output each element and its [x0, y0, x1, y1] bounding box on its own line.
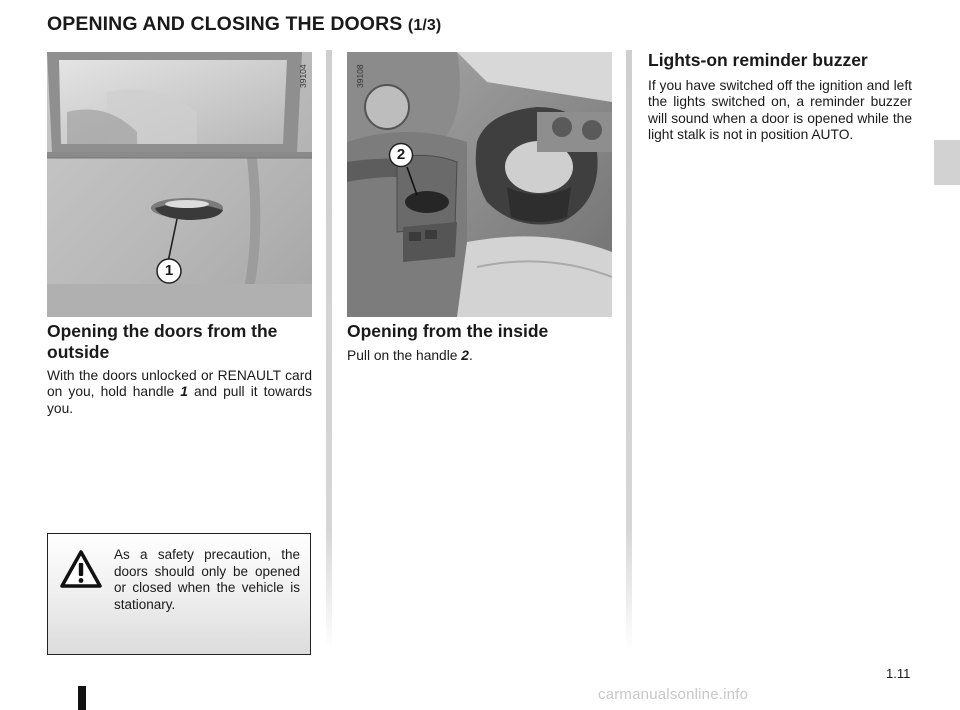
column-separator-left [326, 50, 332, 650]
handle-reference: 1 [180, 384, 188, 400]
door-interior-illustration [347, 52, 612, 317]
section-heading-outside: Opening the doors from the outside [47, 321, 278, 362]
figure-number: 39104 [298, 64, 308, 88]
callout-label: 2 [396, 146, 406, 163]
column-separator-right [626, 50, 632, 650]
callout-label: 1 [164, 262, 174, 279]
section-heading-inside: Opening from the inside [347, 321, 549, 341]
section-heading-buzzer: Lights-on reminder buzzer [648, 50, 868, 70]
safety-warning-box [47, 533, 311, 655]
section-body-inside: Pull on the handle 2. [347, 348, 473, 363]
warning-triangle-icon [59, 549, 103, 589]
page-number: 1.11 [886, 666, 911, 681]
figure-interior-door-handle [347, 52, 612, 317]
section-body-buzzer: If you have switched off the ignition and left the lights switched on, a reminder buzzer will sound when a door is opened while the light stalk is not in position AUTO. [648, 78, 912, 142]
section-tab [934, 140, 960, 185]
handle-reference: 2 [461, 348, 469, 363]
figure-exterior-door-handle [47, 52, 312, 317]
safety-warning-text: As a safety precaution, the doors should only be opened or closed when the vehicle is stationary. [114, 547, 300, 612]
section-body-outside: With the doors unlocked or RENAULT card on you, hold handle 1 and pull it towards you. [47, 368, 312, 416]
page-part: (1/3) [407, 17, 442, 34]
watermark: carmanualsonline.info [598, 686, 749, 703]
corner-marker [78, 686, 86, 710]
page-title: OPENING AND CLOSING THE DOORS (1/3) [47, 13, 442, 35]
figure-number: 39108 [355, 64, 365, 88]
